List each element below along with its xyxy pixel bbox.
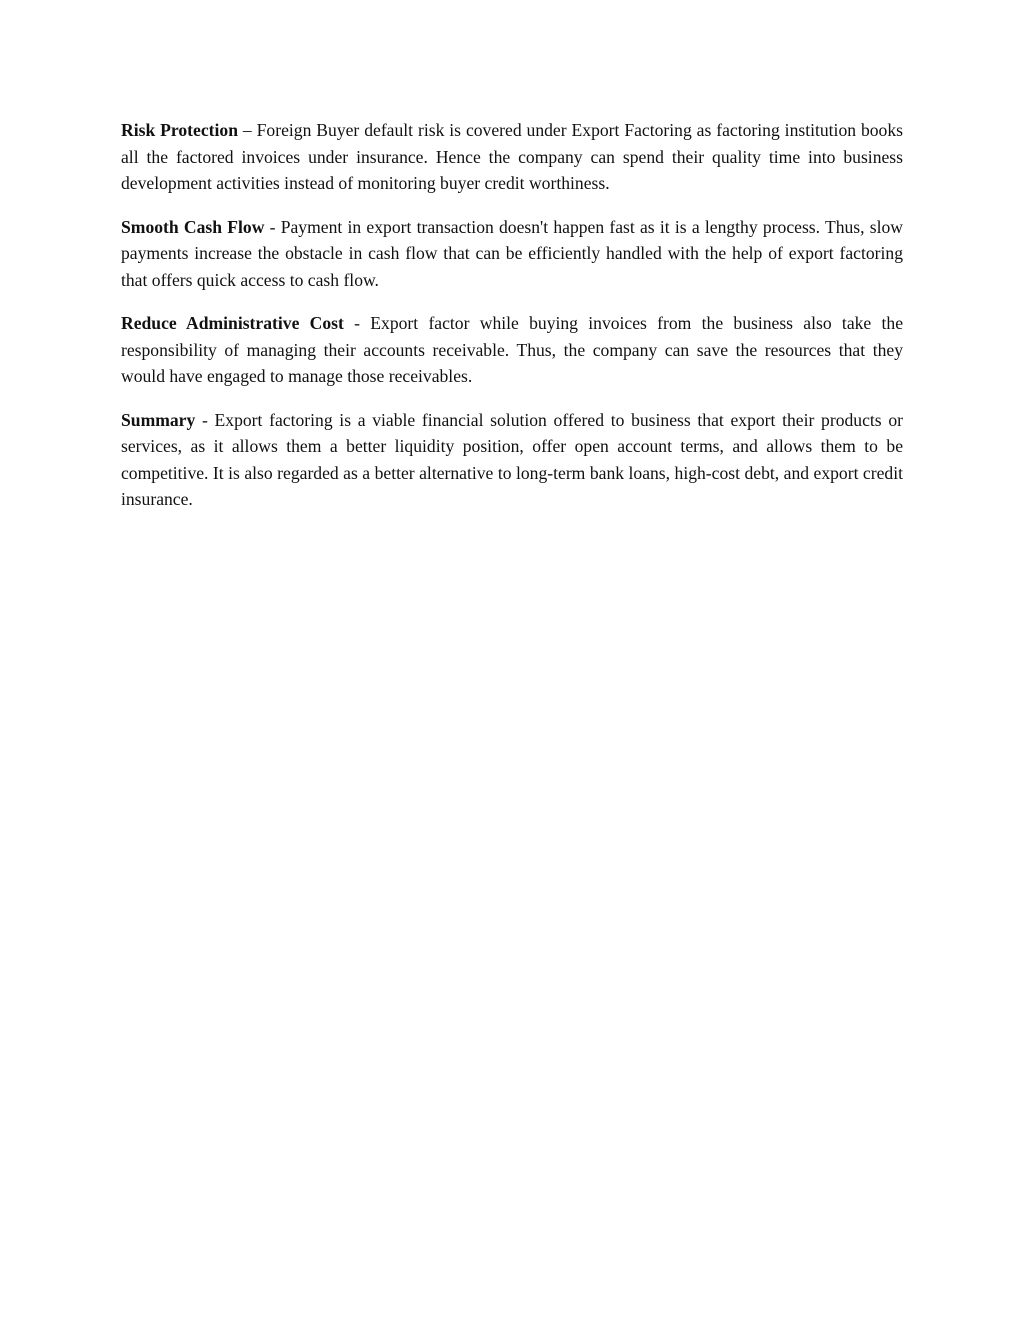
document-body	[121, 117, 903, 530]
paragraph-text: - Export factoring is a viable financial solution offered to business that export their products or services, as it allows them a better liquidity position, offer open account terms, and allows them to be competitive. It is also regarded as a better alternative to long-term bank loans, high-cost debt, and export credit insurance.	[121, 409, 903, 509]
paragraph-text: - Payment in export transaction doesn't happen fast as it is a lengthy process. Thus, slow payments increase the obstacle in cash flow that can be efficiently handled with the help of export factoring that offers quick access to cash flow.	[121, 216, 903, 290]
paragraph-risk-protection	[121, 117, 903, 197]
paragraph-term: Reduce Administrative Cost	[121, 313, 344, 333]
paragraph-summary	[121, 407, 903, 513]
paragraph-term: Summary	[121, 409, 196, 430]
paragraph-reduce-administrative-cost	[121, 310, 903, 390]
paragraph-smooth-cash-flow	[121, 214, 903, 294]
paragraph-text: - Export factor while buying invoices from the business also take the responsibility of managing their accounts receivable. Thus, the company can save the resources that they would have engaged to manage those receivables.	[121, 313, 903, 386]
paragraph-term: Risk Protection	[121, 120, 238, 140]
paragraph-text: – Foreign Buyer default risk is covered under Export Factoring as factoring institution books all the factored invoices under insurance. Hence the company can spend their quality time into business development activities instead of monitoring buyer credit worthiness.	[121, 120, 903, 193]
paragraph-term: Smooth Cash Flow	[121, 216, 265, 237]
